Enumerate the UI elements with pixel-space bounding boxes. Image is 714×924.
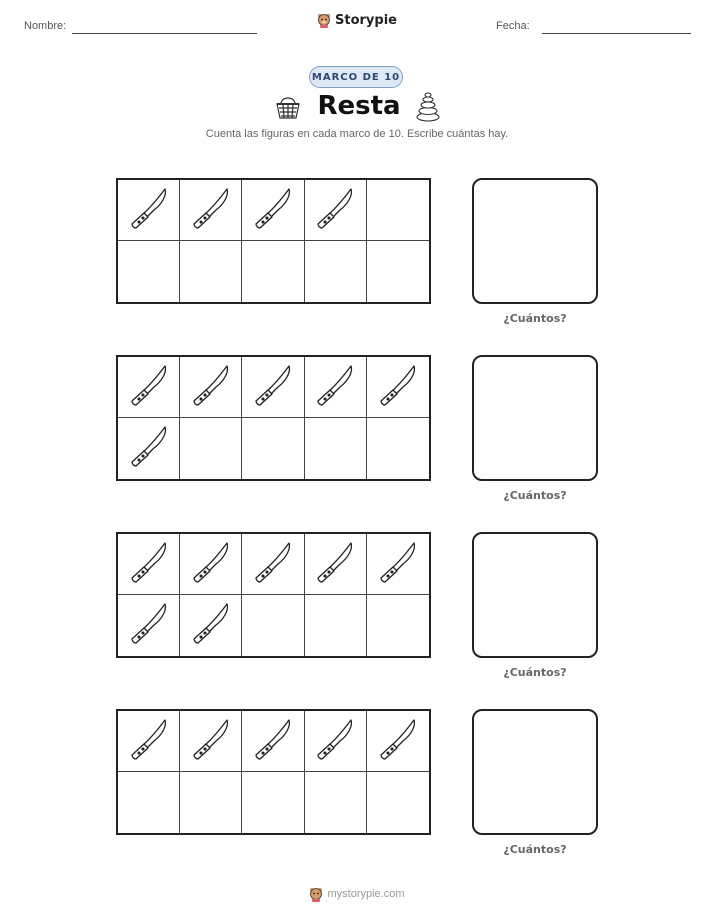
frame-cell	[305, 711, 367, 772]
frame-cell	[305, 357, 367, 418]
frame-cell	[180, 595, 242, 656]
frame-cell	[180, 534, 242, 595]
basket-icon	[273, 91, 303, 121]
knife-icon	[191, 718, 231, 765]
answer-box-4[interactable]	[472, 709, 598, 835]
footer-url: mystorypie.com	[327, 888, 405, 900]
knife-icon	[253, 364, 293, 411]
date-write-line[interactable]	[542, 33, 691, 34]
worksheet-badge: MARCO DE 10	[309, 66, 403, 88]
frame-cell	[118, 534, 180, 595]
frame-cell	[180, 180, 242, 241]
ten-frame-3	[116, 532, 431, 658]
frame-cell	[242, 180, 304, 241]
how-many-label-4: ¿Cuántos?	[503, 843, 567, 856]
frame-cell	[305, 772, 367, 833]
frame-cell	[118, 180, 180, 241]
frame-cell	[118, 357, 180, 418]
frame-cell	[242, 595, 304, 656]
knife-icon	[253, 718, 293, 765]
frame-cell	[305, 241, 367, 302]
brand-name: Storypie	[335, 12, 397, 28]
frame-cell	[118, 418, 180, 479]
frame-cell	[242, 534, 304, 595]
frame-cell	[118, 241, 180, 302]
knife-icon	[253, 187, 293, 234]
frame-cell	[180, 772, 242, 833]
knife-icon	[253, 541, 293, 588]
knife-icon	[129, 541, 169, 588]
knife-icon	[129, 602, 169, 649]
frame-cell	[180, 418, 242, 479]
frame-cell	[242, 357, 304, 418]
frame-cell	[305, 534, 367, 595]
frame-cell	[305, 180, 367, 241]
knife-icon	[129, 425, 169, 472]
knife-icon	[191, 541, 231, 588]
frame-cell	[242, 772, 304, 833]
answer-box-1[interactable]	[472, 178, 598, 304]
frame-cell	[305, 418, 367, 479]
ten-frame-2	[116, 355, 431, 481]
name-label: Nombre:	[24, 20, 67, 32]
brand-logo	[0, 12, 714, 28]
frame-cell	[180, 357, 242, 418]
knife-icon	[191, 602, 231, 649]
frame-cell	[118, 595, 180, 656]
page-title: Resta	[317, 91, 401, 121]
knife-icon	[315, 718, 355, 765]
frame-cell	[180, 241, 242, 302]
knife-icon	[378, 541, 418, 588]
how-many-label-3: ¿Cuántos?	[503, 666, 567, 679]
ten-frame-4	[116, 709, 431, 835]
knife-icon	[191, 187, 231, 234]
frame-cell	[118, 711, 180, 772]
frame-cell	[367, 772, 429, 833]
knife-icon	[129, 187, 169, 234]
instructions: Cuenta las figuras en cada marco de 10. Escribe cuántas hay.	[205, 128, 509, 140]
knife-icon	[315, 541, 355, 588]
frame-cell	[367, 595, 429, 656]
frame-cell	[367, 180, 429, 241]
footer	[0, 886, 714, 902]
frame-cell	[367, 418, 429, 479]
answer-box-2[interactable]	[472, 355, 598, 481]
storypie-mascot-icon	[309, 886, 323, 902]
knife-icon	[191, 364, 231, 411]
title-row	[0, 90, 714, 122]
frame-cell	[242, 711, 304, 772]
frame-cell	[118, 772, 180, 833]
storypie-mascot-icon	[317, 12, 331, 28]
knife-icon	[315, 187, 355, 234]
knife-icon	[129, 364, 169, 411]
knife-icon	[315, 364, 355, 411]
knife-icon	[378, 364, 418, 411]
frame-cell	[180, 711, 242, 772]
date-label: Fecha:	[496, 20, 530, 32]
knife-icon	[129, 718, 169, 765]
frame-cell	[367, 711, 429, 772]
frame-cell	[242, 418, 304, 479]
frame-cell	[367, 357, 429, 418]
ten-frame-1	[116, 178, 431, 304]
knife-icon	[378, 718, 418, 765]
how-many-label-1: ¿Cuántos?	[503, 312, 567, 325]
name-write-line[interactable]	[72, 33, 257, 34]
frame-cell	[242, 241, 304, 302]
answer-box-3[interactable]	[472, 532, 598, 658]
frame-cell	[305, 595, 367, 656]
frame-cell	[367, 534, 429, 595]
how-many-label-2: ¿Cuántos?	[503, 489, 567, 502]
frame-cell	[367, 241, 429, 302]
stacked-stones-icon	[415, 90, 441, 122]
